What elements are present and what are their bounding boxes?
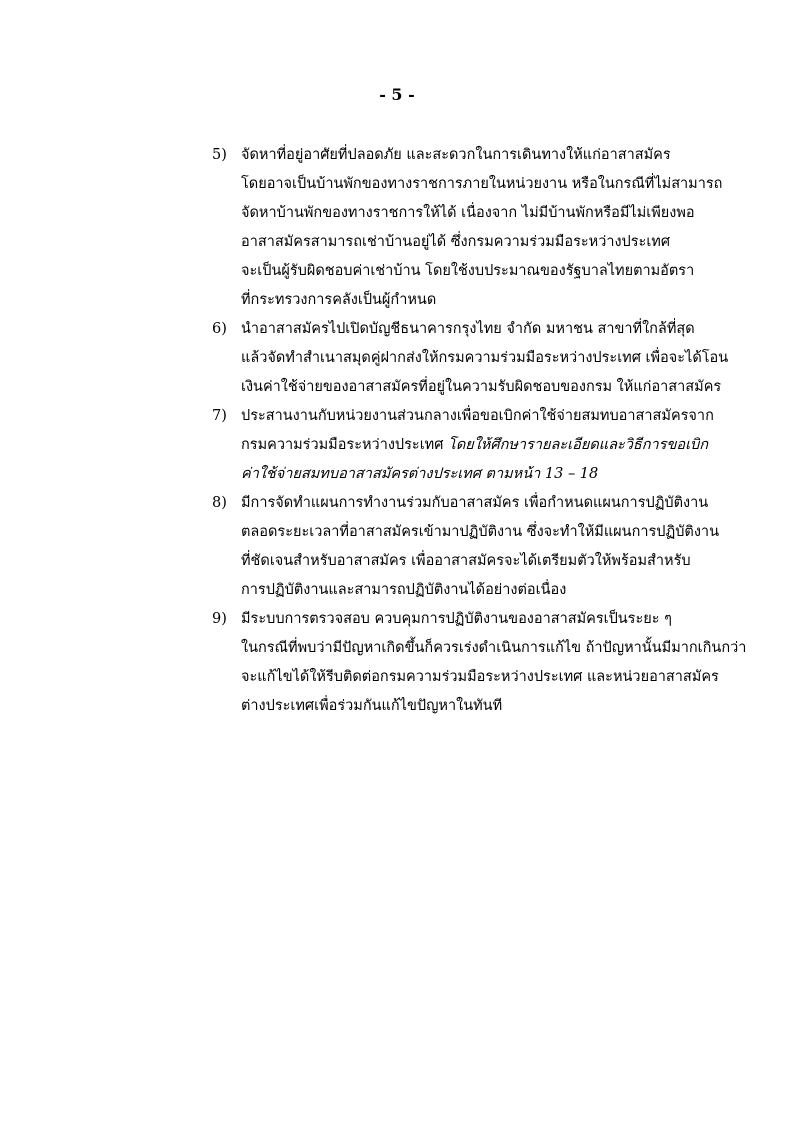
text-line: โดยอาจเป็นบ้านพักของทางราชการภายในหน่วยงาน หรือในกรณีที่ไม่สามารถ xyxy=(241,176,723,192)
item-number: 9) xyxy=(212,611,227,627)
text-line: การปฏิบัติงานและสามารถปฏิบัติงานได้อย่างต่อเนื่อง xyxy=(241,582,567,598)
item-number: 8) xyxy=(212,495,227,511)
text-line: ตลอดระยะเวลาที่อาสาสมัครเข้ามาปฏิบัติงาน ซึ่งจะทำให้มีแผนการปฏิบัติงาน xyxy=(241,524,719,540)
text-line: จะเป็นผู้รับผิดชอบค่าเช่าบ้าน โดยใช้งบประมาณของรัฐบาลไทยตามอัตรา xyxy=(241,263,695,279)
item-text xyxy=(241,489,719,605)
list-item-8 xyxy=(212,489,719,605)
page-number: - 5 - xyxy=(379,85,415,104)
text-line: ที่ชัดเจนสำหรับอาสาสมัคร เพื่ออาสาสมัครจะได้เตรียมตัวให้พร้อมสำหรับ xyxy=(241,553,691,569)
item-text xyxy=(241,315,728,402)
text-segment: กรมความร่วมมือระหว่างประเทศ xyxy=(241,437,449,453)
italic-note-line: ค่าใช้จ่ายสมทบอาสาสมัครต่างประเทศ ตามหน้า 13 – 18 xyxy=(241,466,599,482)
text-line: นำอาสาสมัครไปเปิดบัญชีธนาคารกรุงไทย จำกัด มหาชน สาขาที่ใกล้ที่สุด xyxy=(241,321,695,337)
text-line: จัดหาที่อยู่อาศัยที่ปลอดภัย และสะดวกในการเดินทางให้แก่อาสาสมัคร xyxy=(241,147,671,163)
text-line: เงินค่าใช้จ่ายของอาสาสมัครที่อยู่ในความรับผิดชอบของกรม ให้แก่อาสาสมัคร xyxy=(241,379,722,395)
text-line: ที่กระทรวงการคลังเป็นผู้กำหนด xyxy=(241,292,437,308)
numbered-list xyxy=(212,141,747,721)
text-line: ประสานงานกับหน่วยงานส่วนกลางเพื่อขอเบิกค่าใช้จ่ายสมทบอาสาสมัครจาก xyxy=(241,408,714,424)
item-text xyxy=(241,605,746,721)
text-line: ต่างประเทศเพื่อร่วมกันแก้ไขปัญหาในทันที xyxy=(241,698,503,714)
item-number: 7) xyxy=(212,408,227,424)
text-line: อาสาสมัครสามารถเช่าบ้านอยู่ได้ ซึ่งกรมความร่วมมือระหว่างประเทศ xyxy=(241,234,671,250)
item-number: 6) xyxy=(212,321,227,337)
text-line: แล้วจัดทำสำเนาสมุดคู่ฝากส่งให้กรมความร่วมมือระหว่างประเทศ เพื่อจะได้โอน xyxy=(241,350,729,366)
list-item-6 xyxy=(212,315,729,402)
list-item-5 xyxy=(212,141,723,315)
text-line: มีการจัดทำแผนการทำงานร่วมกับอาสาสมัคร เพื่อกำหนดแผนการปฏิบัติงาน xyxy=(241,495,709,511)
item-number: 5) xyxy=(212,147,227,163)
text-line: จะแก้ไขได้ให้รีบติดต่อกรมความร่วมมือระหว่างประเทศ และหน่วยอาสาสมัคร xyxy=(241,669,719,685)
italic-note: โดยให้ศึกษารายละเอียดและวิธีการขอเบิก xyxy=(448,437,709,453)
text-line xyxy=(241,431,714,460)
text-line: จัดหาบ้านพักของทางราชการให้ได้ เนื่องจาก ไม่มีบ้านพักหรือมีไม่เพียงพอ xyxy=(241,205,695,221)
text-line: มีระบบการตรวจสอบ ควบคุมการปฏิบัติงานของอาสาสมัครเป็นระยะ ๆ xyxy=(241,611,672,627)
list-item-7 xyxy=(212,402,712,489)
item-text xyxy=(241,402,714,489)
list-item-9 xyxy=(212,605,747,721)
text-line: ในกรณีที่พบว่ามีปัญหาเกิดขึ้นก็ควรเร่งดำเนินการแก้ไข ถ้าปัญหานั้นมีมากเกินกว่า xyxy=(241,640,747,656)
item-text xyxy=(241,141,722,315)
